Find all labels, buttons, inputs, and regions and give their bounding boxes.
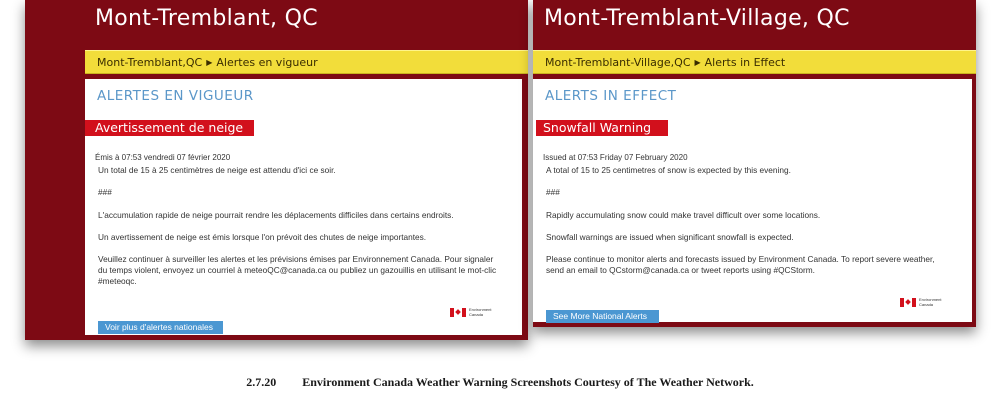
- caption-text: Environment Canada Weather Warning Screenshots Courtesy of The Weather Network.: [302, 375, 754, 389]
- alert-text-line: Veuillez continuer à surveiller les alertes et les prévisions émises par Environnement Canada. Pour signaler: [98, 254, 494, 264]
- breadcrumb: [85, 50, 528, 74]
- issued-timestamp: Issued at 07:53 Friday 07 February 2020: [543, 153, 688, 162]
- alert-text-line: Please continue to monitor alerts and forecasts issued by Environment Canada. To report severe weather,: [546, 254, 935, 264]
- breadcrumb-current-page: Alerts in Effect: [704, 56, 786, 69]
- alert-text-line: ###: [546, 187, 560, 197]
- alert-text-line: A total of 15 to 25 centimetres of snow is expected by this evening.: [546, 165, 791, 175]
- city-title: Mont-Tremblant, QC: [95, 6, 318, 31]
- alert-panel-french: [25, 0, 528, 340]
- alert-text-line: L'accumulation rapide de neige pourrait rendre les déplacements difficiles dans certains endroits.: [98, 210, 454, 220]
- canada-flag-icon: [450, 308, 466, 317]
- environment-canada-logo: [450, 307, 491, 317]
- alert-text-line: ###: [98, 187, 112, 197]
- issued-timestamp: Émis à 07:53 vendredi 07 février 2020: [95, 153, 231, 162]
- section-title: ALERTES EN VIGUEUR: [97, 88, 254, 104]
- city-title: Mont-Tremblant-Village, QC: [544, 6, 850, 31]
- logo-text-line: Canada: [919, 302, 934, 307]
- breadcrumb-current-page: Alertes en vigueur: [216, 56, 318, 69]
- breadcrumb-location-link[interactable]: Mont-Tremblant-Village,QC: [545, 56, 691, 69]
- alert-text-line: Rapidly accumulating snow could make travel difficult over some locations.: [546, 210, 821, 220]
- alert-card: [85, 79, 522, 335]
- alert-text-line: Un avertissement de neige est émis lorsque l'on prévoit des chutes de neige importantes.: [98, 232, 427, 242]
- logo-text-line: Environment: [919, 297, 942, 302]
- logo-text-line: Environment: [469, 307, 492, 312]
- environment-canada-logo: [900, 297, 941, 307]
- triangle-right-icon: ▶: [206, 58, 213, 67]
- alert-card: [533, 79, 972, 322]
- breadcrumb: [533, 50, 976, 74]
- alert-text-line: Un total de 15 à 25 centimètres de neige est attendu d'ici ce soir.: [98, 165, 336, 175]
- alert-text-line: #meteoqc.: [98, 276, 137, 286]
- alert-text-line: Snowfall warnings are issued when significant snowfall is expected.: [546, 232, 794, 242]
- alert-text-line: send an email to QCstorm@canada.ca or tweet reports using #QCStorm.: [546, 265, 815, 275]
- section-title: ALERTS IN EFFECT: [545, 88, 677, 104]
- warning-title: Snowfall Warning: [536, 120, 668, 136]
- breadcrumb-location-link[interactable]: Mont-Tremblant,QC: [97, 56, 203, 69]
- more-national-alerts-button[interactable]: Voir plus d'alertes nationales: [98, 321, 223, 334]
- more-national-alerts-button[interactable]: See More National Alerts: [546, 310, 659, 323]
- caption-number: 2.7.20: [246, 375, 277, 389]
- alert-text-line: du temps violent, envoyez un courriel à meteoQC@canada.ca ou publiez un gazouillis en utilisant le mot-clic: [98, 265, 497, 275]
- logo-text-line: Canada: [469, 312, 484, 317]
- alert-panel-english: [533, 0, 976, 327]
- triangle-right-icon: ▶: [694, 58, 701, 67]
- warning-title: Avertissement de neige: [85, 120, 254, 136]
- figure-caption: [0, 375, 1000, 390]
- canada-flag-icon: [900, 298, 916, 307]
